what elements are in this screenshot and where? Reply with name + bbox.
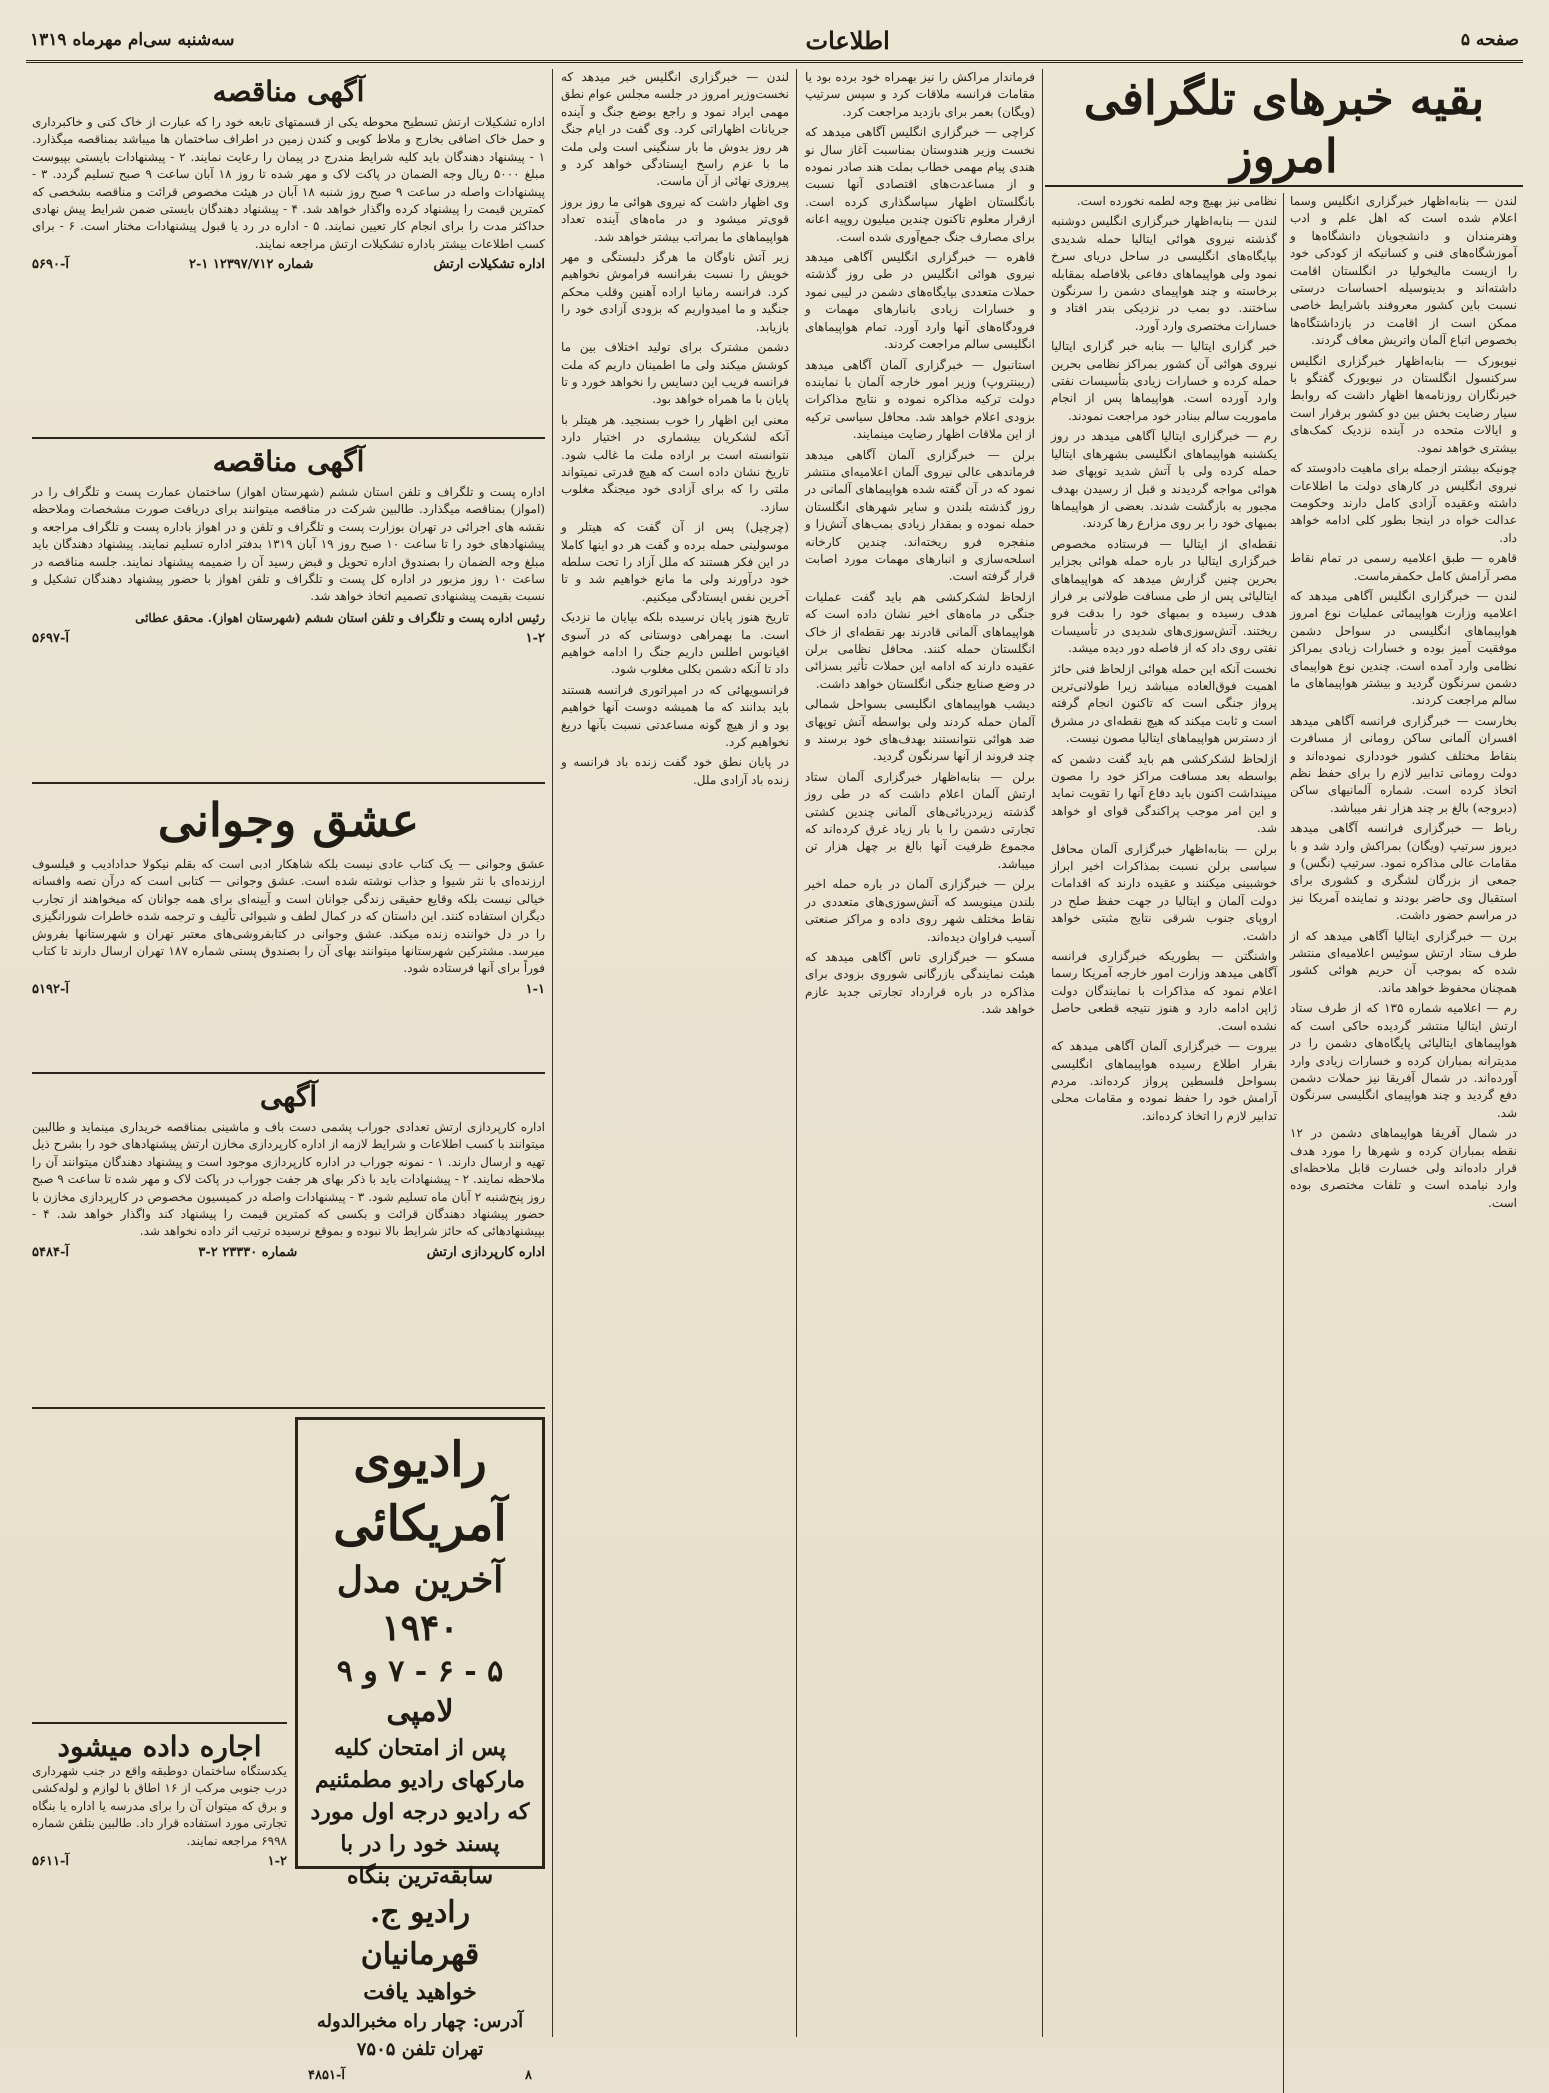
ad-number: ۱-۲ xyxy=(525,631,545,647)
ad-signer: اداره تشکیلات ارتش xyxy=(433,257,545,273)
news-column-3 xyxy=(799,69,1041,2037)
news-item: بیروت — خبرگزاری آلمان آگاهی میدهد که بقرار اطلاع رسیده هواپیماهای انگلیسی بسواحل فلسطین پرواز کرده‌اند. مردم آرامش خود را حفظ نموده و مقامات محلی تدابیر لازم را اتخاذ کرده‌اند. xyxy=(1051,1039,1277,1123)
ad-radio xyxy=(295,1417,545,2083)
news-item: قاهره — خبرگزاری انگلیس آگاهی میدهد نیروی هوائی انگلیس در طی روز گذشته حملات متعددی بپایگاه‌های دشمن در لیبی نمود و خسارات زیادی بانبارهای مهمات و فرودگاه‌های آنها وارد آورد. تمام هواپیماهای انگلیسی سالم مراجعت کردند. xyxy=(805,250,1035,352)
ad-footer xyxy=(32,982,545,997)
news-block-right xyxy=(1045,69,1523,2037)
news-item: برن — خبرگزاری ایتالیا آگاهی میدهد که از طرف ستاد ارتش سوئیس اعلامیه‌ای منتشر شده که بموجب آن حریم هوائی کشور همچنان محفوظ خواهد ماند. xyxy=(1290,928,1517,995)
news-item: ازلحاظ لشکرکشی هم باید گفت عملیات جنگی در ماه‌های اخیر نشان داده است که هواپیماهای آلمانی قادرند بهر نقطه‌ای از خاک انگلستان حمله کنند. محافل نظامی برلن عقیده دارند که ادامه این حملات تأثیر بسزائی در وضع صنایع جنگی انگلستان خواهد داشت. xyxy=(805,589,1035,691)
radio-tubes: ۵ - ۶ - ۷ و ۹ لامپی xyxy=(336,1654,504,1729)
issue-date: سه‌شنبه سی‌ام مهرماه ۱۳۱۹ xyxy=(30,30,235,50)
news-item: لندن — بنابه‌اظهار خبرگزاری انگلیس وسما اعلام شده است که اهل علم و ادب وهنرمندان و دانشجویان دانشگاه‌ها و آموزشگاه‌های فنی و کسانیکه از کودکی خود را ازیست مالیخولیا در انگلستان اقامت داشته‌اند و بدینوسیله احساسات درستی نسبت باین کشور معروفند باشرایط خاصی ممکن است از اقامت در بازداشتگاه‌ها بخصوص اتباع آلمان واتریش معاف گردند. xyxy=(1290,194,1517,348)
ads-column xyxy=(26,69,551,2083)
paper-name: اطلاعات xyxy=(805,25,890,55)
news-item: فرماندار مراکش را نیز بهمراه خود برده بود یا مقامات فرانسه ملاقات کرد و سپس سرتیپ (ویگان) بعمر برای بازدید مراجعت کرد. xyxy=(805,70,1035,119)
radio-find: خواهید یافت xyxy=(363,1979,477,2005)
ad-title: آگهی مناقصه xyxy=(212,445,365,478)
news-item: وی اظهار داشت که نیروی هوائی ما روز بروز قوی‌تر میشود و در ماه‌های آینده تعداد هواپیماهای ما بمراتب بیشتر خواهد شد. xyxy=(561,194,789,244)
news-item: رباط — خبرگزاری فرانسه آگاهی میدهد دیروز سرتیپ (ویگان) بمراکش وارد شد و با مقامات عالی مذاکره نمود. سرتیپ (نگس) و جمعی از بزرگان لشگری و کشوری برای استقبال وی حاضر بودند و نماینده آمریکا نیز در مراسم حضور داشت. xyxy=(1290,821,1517,923)
news-item: برلن — خبرگزاری آلمان آگاهی میدهد فرماندهی عالی نیروی آلمان اعلامیه‌ای منتشر نمود که در آن گفته شده هواپیماهای آلمانی در روز گذشته بلندن و سایر شهرهای انگلستان حمله نموده و بمقدار زیادی بمب‌های آتش‌زا و منفجره فرو ریخته‌اند. چندین کارخانه اسلحه‌سازی و انبارهای مهمات مورد اصابت قرار گرفته است. xyxy=(805,447,1035,584)
ad-body: اداره پست و تلگراف و تلفن استان ششم (شهرستان اهواز) ساختمان عمارت پست و تلگراف را در (امواز) بمناقصه میگذارد. طالبین شرکت در مناقصه میتوانند برای دریافت صورت مشخصات وملاحظه نقشه های اجرائی در تهران بوزارت پست و تلگراف و تلفن و در اهواز باداره پست و تلگراف مراجعه و پیشنهادهای خود را تا ساعت ۱۰ صبح روز ۱۹ آبان ۱۳۱۹ بدفتر اداره تسلیم نمایند. پیشنهاد دهندگان باید مبلغ وجه الضمان را بصندوق اداره تحویل و قبض رسید آن را ضمیمه پیشنهاد نمایند. جلسه مناقصه در ساعت ۱۰ روز مزبور در اداره کل پست و تلگراف و تلفن اهواز با حضور پیشنهاد دهندگان تشکیل و نسبت بقیمت پیشنهادی تصمیم اتخاذ خواهد شد. xyxy=(32,485,546,604)
column-rule xyxy=(1283,193,1284,2093)
news-item: برلن — بنابه‌اظهار خبرگزاری آلمان ستاد ارتش آلمان اعلام داشت که در طی روز گذشته زیردریائی‌های آلمانی چندین کشتی تجارتی دشمن را با بار زیاد غرق کرده‌اند که مجموع ظرفیت آنها بالغ بر چهل هزار تن میباشد. xyxy=(805,769,1035,871)
news-item: رم — اعلامیه شماره ۱۳۵ که از طرف ستاد ارتش ایتالیا منتشر گردیده حاکی است که هواپیماهای ایتالیائی پایگاه‌های دشمن را در مدیترانه بمباران کرده و خسارات زیادی وارد آورده‌اند. در شمال آفریقا نیز حملات دشمن دفع گردید و چند هواپیمای انگلیسی سرنگون شد. xyxy=(1290,1001,1517,1120)
ad-book xyxy=(32,784,545,1074)
ad-ref: آ-۵۶۱۱ xyxy=(32,1854,69,1869)
ad-title: آگهی xyxy=(259,1080,318,1113)
rent-title: اجاره داده میشود xyxy=(32,1722,287,1763)
ad-body: اداره تشکیلات ارتش تسطیح محوطه یکی از قسمتهای تابعه خود را که عبارت از خاک کنی و خاکبرداری و حمل خاک اضافی بخارج و ملاط کوبی و کندن زمین در اطراف ساختمان ها میباشد بمناقصه میگذارد. ۱ - پیشنهاد دهندگان باید کلیه شرایط مندرج در پیمان را رعایت نمایند. ۲ - پیشنهادات بایستی بپیوست مبلغ ۵۰۰۰ ریال وجه الضمان در پاکت لاک و مهر شده تا روز ۱۸ آبان ساعت ۹ صبح تسلیم گردد. ۳ - پیشنهادات واصله در ساعت ۹ صبح روز شنبه ۱۸ آبان در هیئت مخصوص قرائت و مناقصه بشخصی که کمترین قیمت را پیشنهاد کرده واگذار خواهد شد. ۴ - پیشنهاد دهندگان بایستی ضمن شرایط پیش نهادی حداکثر مدت را برای انجام کار تعیین نمایند. ۵ - اداره در رد یا قبول پیشنهادات مختار است. ۶ - برای کسب اطلاعات بیشتر باداره تشکیلات ارتش مراجعه نمایند. xyxy=(32,115,546,251)
news-item: فرانسویهائی که در امپراتوری فرانسه هستند باید بدانند که ما همیشه دوست آنها خواهیم بود و از هیچ گونه مساعدتی نسبت بآنها دریغ نخواهیم کرد. xyxy=(561,682,789,750)
news-column-4 xyxy=(555,69,795,2037)
masthead xyxy=(26,20,1523,63)
news-item: چونیکه بیشتر ازجمله برای ماهیت دادوستد که نیروی انگلیس در کارهای دولت ما اطلاعات داشته وعقیده آزادی کامل دارند وحکومت عدالت خواه در اینجا بطور کلی ادامه خواهد داد. xyxy=(1290,461,1517,545)
main-headline: بقیه خبرهای تلگرافی امروز xyxy=(1045,69,1523,187)
ad-footer xyxy=(32,1854,287,1869)
ad-ref: آ-۵۱۹۲ xyxy=(32,981,69,997)
news-item: کراچی — خبرگزاری انگلیس آگاهی میدهد که نخست وزیر هندوستان بمناسبت آغاز سال نو هندی پیام مهمی خطاب بملت هند صادر نموده و از مساعدت‌های اقتصادی آنها نسبت بانگلستان اظهار سپاسگذاری کرده است. ازقرار معلوم تاکنون چندین میلیون روپیه اعانه برای مصارف جنگ جمع‌آوری شده است. xyxy=(805,125,1035,244)
ad-title: آگهی مناقصه xyxy=(212,75,365,108)
news-item: خبر گزاری ایتالیا — بنابه خبر گزاری ایتالیا نیروی هوائی آن کشور بمراکز نظامی بحرین حمله کرده و خسارات زیادی بتأسیسات نفتی وارد آورده است. هواپیماها پس از انجام ماموریت سالم ببنادر خود مراجعت نمودند. xyxy=(1051,339,1277,423)
news-item: استانبول — خبرگزاری آلمان آگاهی میدهد (ریبنتروپ) وزیر امور خارجه آلمان با نماینده دولت ترکیه مذاکره نموده و نتایج مذاکرات بزودی اعلام خواهد شد. محافل سیاسی ترکیه از این ملاقات اظهار رضایت مینمایند. xyxy=(805,357,1035,442)
ad-signer: اداره کارپردازی ارتش xyxy=(426,1244,545,1260)
ad-footer xyxy=(32,257,545,272)
news-item: (چرچیل) پس از آن گفت که هیتلر و موسولینی حمله برده و گفت هر دو اینها کاملا در این فکر هستند که ملل آزاد را تحت سلطه خود درآورند ولی ما مانع خواهیم شد و تا آخرین نفس ایستادگی میکنیم. xyxy=(561,520,789,604)
news-item: رم — خبرگزاری ایتالیا آگاهی میدهد در روز یکشنبه هواپیماهای انگلیسی بشهرهای ایتالیا حمله کرده ولی با آتش شدید توپهای ضد هوائی مواجه گردیدند و قبل از رسیدن بهدف مجبور به بازگشت شدند. بعضی از هواپیماها بمبهای خود را بر روی مزارع رها کردند. xyxy=(1051,429,1277,531)
news-item: زیر آتش ناوگان ما هرگز دلبستگی و مهر خویش را نسبت بفرانسه فراموش نخواهیم کرد. فرانسه رمانیا اراده آهنین وقلب محکم جنگید و ما امیدواریم که بزودی آزادی خود را بازیابد. xyxy=(561,250,789,334)
column-rule xyxy=(552,69,553,2037)
news-item: دشمن مشترک برای تولید اختلاف بین ما کوشش میکند ولی ما اطمینان داریم که ملت فرانسه فریب این دسایس را نخواهد خورد و تا پایان با ما همراه خواهد بود. xyxy=(561,340,789,407)
news-item: لندن — خبرگزاری انگلیس آگاهی میدهد که اعلامیه وزارت هواپیمائی عملیات نوع امروز هواپیماهای انگلیسی در سواحل دشمن موفقیت آمیز بوده و خسارات زیادی بمراکز نظامی وارد آمده است. چندین نوع هواپیمای دشمن سرنگون گردید و بیشتر هواپیماهای ما سالم مراجعت کردند. xyxy=(1290,588,1517,708)
news-item: نظامی نیز بهیچ وجه لطمه نخورده است. xyxy=(1076,194,1277,208)
news-item: مسکو — خبرگزاری تاس آگاهی میدهد که هیئت نمایندگی بازرگانی شوروی بزودی برای مذاکره در باره قرارداد تجارتی جدید عازم خواهد شد. xyxy=(805,949,1035,1017)
news-item: در پایان نطق خود گفت زنده باد فرانسه و زنده باد آزادی ملل. xyxy=(561,755,789,787)
radio-model: آخرین مدل ۱۹۴۰ xyxy=(336,1559,504,1649)
news-item: دیشب هواپیماهای انگلیسی بسواحل شمالی آلمان حمله کردند ولی بواسطه آتش توپهای ضد هوائی نتوانستند بهدف‌های خود برسند و چند فروند از آنها سرنگون گردید. xyxy=(805,697,1035,764)
ad-number: شماره ۱۲۳۹۷/۷۱۲ ۱-۲ xyxy=(188,257,314,273)
bottom-ads-row xyxy=(32,1417,545,2083)
news-item: لندن — بنابه‌اظهار خبرگزاری انگلیس دوشنبه گذشته نیروی هوائی ایتالیا حمله شدیدی بپایگاه‌های انگلیسی در ساحل دریای سرخ نمود ولی هواپیماهای دفاعی بلافاصله بمقابله برخاسته و چند هواپیمای دشمن را سرنگون ساختند. دو بمب در نزدیکی بندر افتاد و خسارات مختصری وارد آورد. xyxy=(1051,214,1277,333)
news-column-1 xyxy=(1284,193,1523,2093)
ad-tender-army xyxy=(32,69,545,439)
news-item: ازلحاظ لشکرکشی هم باید گفت دشمن که بواسطه بعد مسافت مراکز خود را مصون میپنداشت اکنون باید دفاع آنها را تقویت نماید و این امر موجب پراکندگی قوای او خواهد شد. xyxy=(1051,751,1277,836)
news-item: در شمال آفریقا هواپیماهای دشمن در ۱۲ نقطه بمباران کرده و شهرها را مورد هدف قرار داده‌اند ولی خسارت قابل ملاحظه‌ای وارد نیامده است و تلفات مختصری بوده است. xyxy=(1290,1126,1517,1210)
ad-footer xyxy=(308,2068,532,2083)
ad-ref: آ-۵۴۸۴ xyxy=(32,1244,69,1260)
news-item: نقطه‌ای از ایتالیا — فرستاده مخصوص خبرگزاری ایتالیا در باره حمله هوائی بجزایر بحرین چنین گزارش میدهد که هواپیماهای ایتالیائی پس از طی مسافت طولانی بر فراز هدف رسیده و بمبهای خود را بدقت فرو ریختند. آتش‌سوزی‌های شدیدی در تأسیسات نفتی روی داد که از فاصله دور دیده میشد. xyxy=(1051,536,1277,656)
radio-text: پس از امتحان کلیه مارکهای رادیو مطمئنیم که رادیو درجه اول مورد پسند خود را در با سابقه‌ترین بنگاه xyxy=(310,1735,530,1889)
ad-number: ۱-۲ xyxy=(267,1854,287,1869)
news-item: برلن — بنابه‌اظهار خبرگزاری آلمان محافل سیاسی برلن نسبت بمذاکرات اخیر ابراز خوشبینی میکنند و عقیده دارند که اقدامات دولت آلمان و ایتالیا در جهت حفظ صلح در اروپای جنوب شرقی نتایج مثبتی خواهد داشت. xyxy=(1051,841,1277,943)
news-column-2 xyxy=(1045,193,1283,2093)
news-item: واشنگتن — بطوریکه خبرگزاری فرانسه آگاهی میدهد وزارت امور خارجه آمریکا رسما اعلام نمود که مذاکرات با نمایندگان دولت ژاپن ادامه دارد و هنوز نتیجه قطعی حاصل نشده است. xyxy=(1051,949,1277,1033)
ad-ref: آ-۵۶۹۰ xyxy=(32,257,69,273)
ad-footer xyxy=(32,631,545,646)
ad-rent xyxy=(32,1417,287,1869)
page-number: صفحه ۵ xyxy=(1460,30,1519,50)
news-item: قاهره — طبق اعلامیه رسمی در تمام نقاط مصر آرامش کامل حکمفرماست. xyxy=(1290,551,1517,583)
news-item: معنی این اظهار را خوب بسنجید. هر هیتلر با آنکه لشکریان بیشماری در اختیار دارد نتوانسته است بر اراده ملت ما غالب شود. تاریخ نشان داده است که هیچ قدرتی نمیتواند ملتی را که برای آزادی خود میجنگد مغلوب سازد. xyxy=(561,412,789,514)
news-item: تاریخ هنوز پایان نرسیده بلکه بپایان ما نزدیک است. ما بهمراهی دوستانی که در آسوی اقیانوس اطلس داریم جنگ را ادامه خواهیم داد تا آنکه دشمن بکلی مغلوب شود. xyxy=(561,610,789,677)
ad-signer: رئیس اداره پست و تلگراف و تلفن استان ششم (شهرستان اهواز). محقق عطائی xyxy=(135,610,545,625)
ad-title: عشق وجوانی xyxy=(157,793,420,847)
news-item: برلن — خبرگزاری آلمان در باره حمله اخیر بلندن مینویسد که آتش‌سوزی‌های متعددی در نقاط مختلف شهر روی داده و مراکز صنعتی آسیب فراوان دیده‌اند. xyxy=(805,877,1035,944)
radio-store: رادیو ج. قهرمانیان xyxy=(360,1895,480,1972)
ad-body: عشق وجوانی — یک کتاب عادی نیست بلکه شاهکار ادبی است که بقلم نیکولا حدادادیب و فیلسوف ارزنده‌ای با نثر شیوا و جذاب نوشته شده است. عشق وجوانی — کتابی است که درآن نصه وافسانه خیالی نیست بلکه وقایع حقیقی زندگی جوانان است و آیینه‌ای برای همه جوانان که میخواهند از تجارب دیگران استفاده کنند. این داستان که در کمال لطف و شیوائی تألیف و ترجمه شده خاطرات شورانگیزی را در دل خواننده زنده میکند. عشق وجوانی در کتابفروشی‌های معتبر تهران و شهرستانها بفروش میرسد. مشترکین شهرستانها میتوانند بهای آن را بصندوق پستی شماره ۱۸۷ تهران ارسال دارند تا کتاب فوراً برای آنها فرستاده شود. xyxy=(32,857,545,976)
column-rule xyxy=(1042,69,1043,2037)
columns-grid xyxy=(26,69,1523,2083)
ad-ref: آ-۴۸۵۱ xyxy=(308,2068,345,2083)
news-item: نخست آنکه این حمله هوائی ازلحاظ فنی حائز اهمیت فوق‌العاده میباشد زیرا طولانی‌ترین پرواز جنگی است که تاکنون انجام گرفته است و ثابت میکند که هیچ نقطه‌ای در مشرق از دسترس هواپیماهای ایتالیا مصون نیست. xyxy=(1051,661,1277,746)
rent-body: یکدستگاه ساختمان دوطبقه واقع در جنب شهرداری درب جنوبی مرکب از ۱۶ اطاق با لوازم و لوله‌کشی و برق که میتوان آن را برای مدرسه یا اداره یا بنگاه تجارتی مورد استفاده قرار داد. طالبین بتلفن شماره ۶۹۹۸ مراجعه نمایند. xyxy=(32,1763,287,1848)
ad-footer xyxy=(32,1245,545,1260)
ad-socks xyxy=(32,1074,545,1409)
ad-number: ۸ xyxy=(525,2068,532,2083)
radio-address: آدرس: چهار راه مخبرالدوله تهران تلفن ۷۵۰۵ xyxy=(316,2011,524,2060)
ad-number: ۱-۱ xyxy=(525,981,545,997)
news-item: لندن — خبرگزاری انگلیس خبر میدهد که نخست‌وزیر امروز در جلسه مجلس عوام نطق مهمی ایراد نمود و راجع بوضع جنگ و آینده جریانات اظهاراتی کرد. وی گفت در ایام جنگ هر روز بدوش ما بار سنگینی است ولی ملت ما با عزم راسخ ایستادگی خواهد کرد و پیروزی نهائی از آن ماست. xyxy=(561,70,789,189)
ad-ref: آ-۵۶۹۷ xyxy=(32,631,69,647)
ad-body: اداره کارپردازی ارتش تعدادی جوراب پشمی دست باف و ماشینی بمناقصه خریداری مینماید و طالبین میتوانند با کسب اطلاعات و شرایط لازمه از اداره کارپردازی مخازن ارتش پیشنهادهای خود را بشرح ذیل تهیه و ارسال دارند. ۱ - نمونه جوراب در اداره کارپردازی موجود است و پیشنهاد دهندگان میتوانند آن را ملاحظه نمایند. ۲ - پیشنهادات باید با ذکر بهای هر جفت جوراب در پاکت لاک و مهر شده تا ساعت ۹ صبح روز پنج‌شنبه ۲ آبان ماه تسلیم شود. ۳ - پیشنهادات واصله در کمیسیون مخصوص در کارپردازی مخازن با حضور پیشنهاد دهندگان قرائت و بکسی که کمترین قیمت را پیشنهاد کند واگذار خواهد شد. ۴ - بپیشنهادهائی که حائز شرایط بالا نبوده و بموقع نرسیده ترتیب اثر داده نخواهد شد. xyxy=(32,1120,546,1239)
ad-tender-post xyxy=(32,439,545,784)
column-rule xyxy=(796,69,797,2037)
news-item: بخارست — خبرگزاری فرانسه آگاهی میدهد افسران آلمانی ساکن رومانی از مسافرت بنقاط مختلف کشور خودداری نموده‌اند و دولت رومانی تدابیر لازم را برای حفظ نظم اتخاذ کرده است. شماره آلمانیهای ساکن (دبروجه) بالغ بر چند هزار نفر میباشد. xyxy=(1290,713,1517,815)
radio-title: رادیوی آمریکائی xyxy=(333,1432,507,1552)
news-item: نیویورک — بنابه‌اظهار خبرگزاری انگلیس سرکنسول انگلستان در نیویورک گفتگو با خبرنگاران روزنامه‌ها اظهار داشت که روابط سیار رضایت بخش بین دو کشور برقرار است و ایالات متحده در آینده نزدیک کمک‌های بیشتری خواهد نمود. xyxy=(1290,353,1517,455)
ad-number: شماره ۲۳۳۳۰ ۲-۳ xyxy=(198,1244,298,1260)
